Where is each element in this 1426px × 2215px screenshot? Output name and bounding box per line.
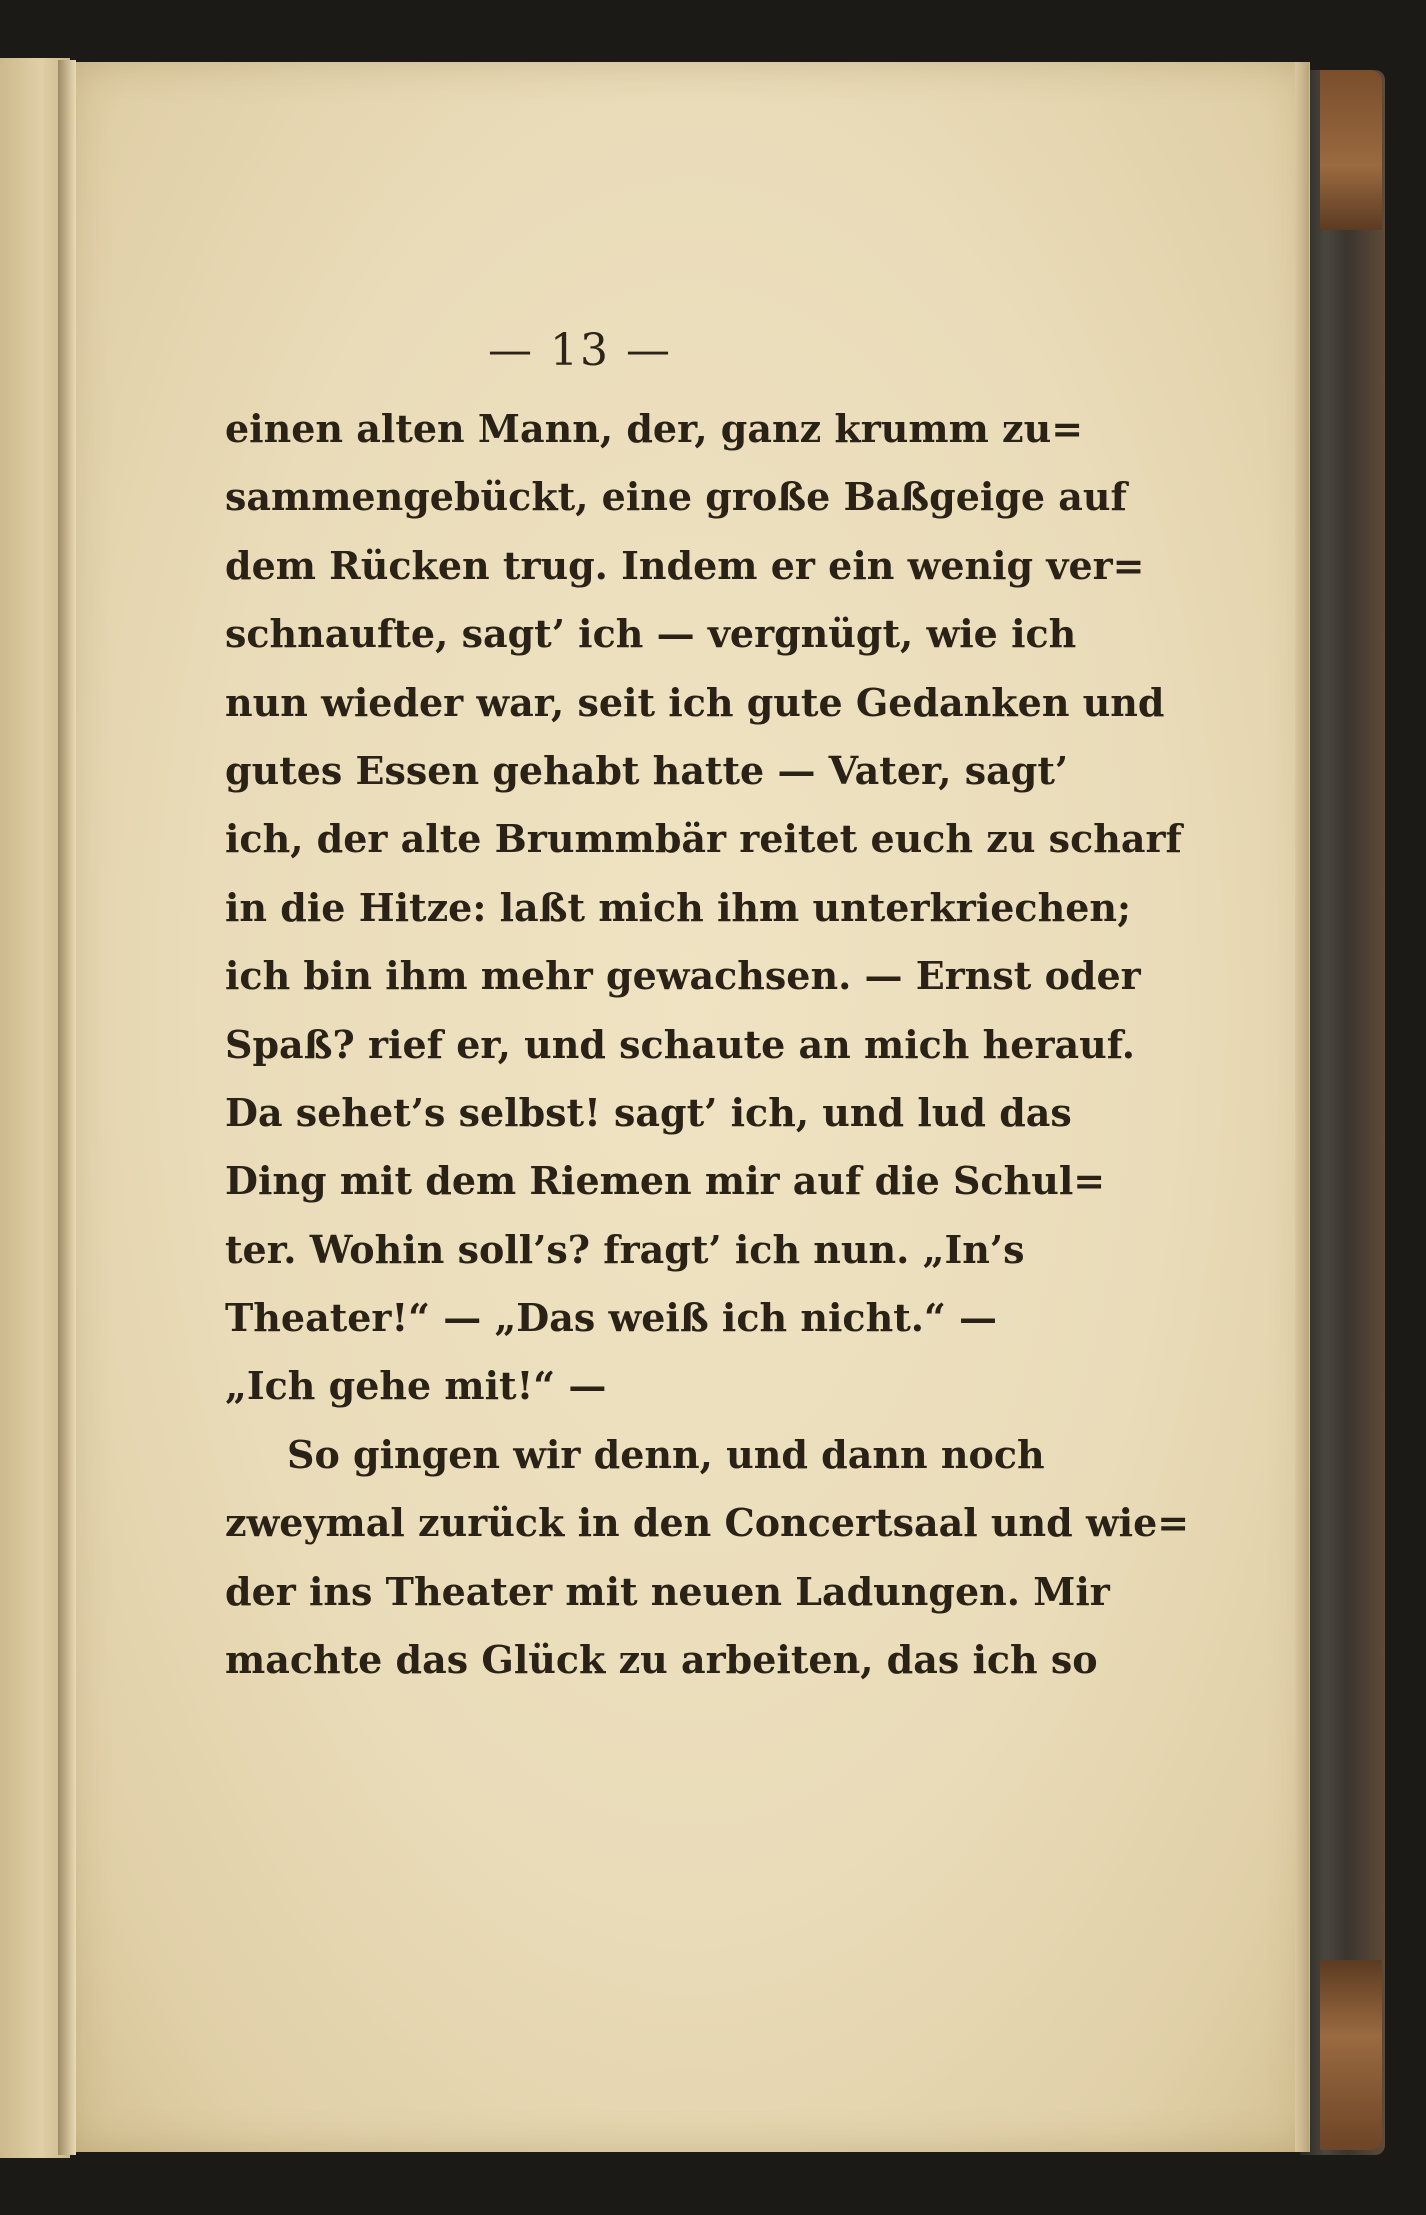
text-line: einen alten Mann, der, ganz krumm zu= [225,406,1084,451]
book-gutter [58,60,76,2155]
text-line: der ins Theater mit neuen Ladungen. Mir [225,1568,1110,1614]
text-line: sammengebückt, eine große Baßgeige auf [225,474,1127,520]
text-line: Spaß? rief er, und schaute an mich herauf. [225,1021,1135,1067]
text-line: nun wieder war, seit ich gute Gedanken und [225,679,1165,725]
page-number: — 13 — [488,325,672,376]
text-line: in die Hitze: laßt mich ihm unterkriechen; [225,884,1132,930]
page-edge [1295,62,1309,2152]
text-line: ich bin ihm mehr gewachsen. — Ernst oder [225,953,1141,999]
body-text [225,395,1190,1694]
text-line: gutes Essen gehabt hatte — Vater, sagt’ [225,747,1069,793]
text-line: ich, der alte Brummbär reitet euch zu scharf [225,816,1182,862]
text-line: „Ich gehe mit!“ — [225,1363,607,1409]
text-line: Theater!“ — „Das weiß ich nicht.“ — [225,1295,998,1341]
cover-leather-corner-top [1320,70,1382,230]
text-line: zweymal zurück in den Concertsaal und wie= [225,1500,1190,1546]
text-line: machte das Glück zu arbeiten, das ich so [225,1637,1098,1683]
book-cover-edge [1300,70,1385,2155]
text-line: So gingen wir denn, und dann noch [287,1431,1045,1477]
text-line: ter. Wohin soll’s? fragt’ ich nun. „In’s [225,1226,1025,1272]
text-line: Ding mit dem Riemen mir auf die Schul= [225,1158,1106,1204]
text-line: schnaufte, sagt’ ich — vergnügt, wie ich [225,611,1077,657]
text-line: dem Rücken trug. Indem er ein wenig ver= [225,542,1145,588]
cover-leather-corner-bottom [1320,1960,1382,2150]
text-line: Da sehet’s selbst! sagt’ ich, und lud das [225,1089,1072,1135]
